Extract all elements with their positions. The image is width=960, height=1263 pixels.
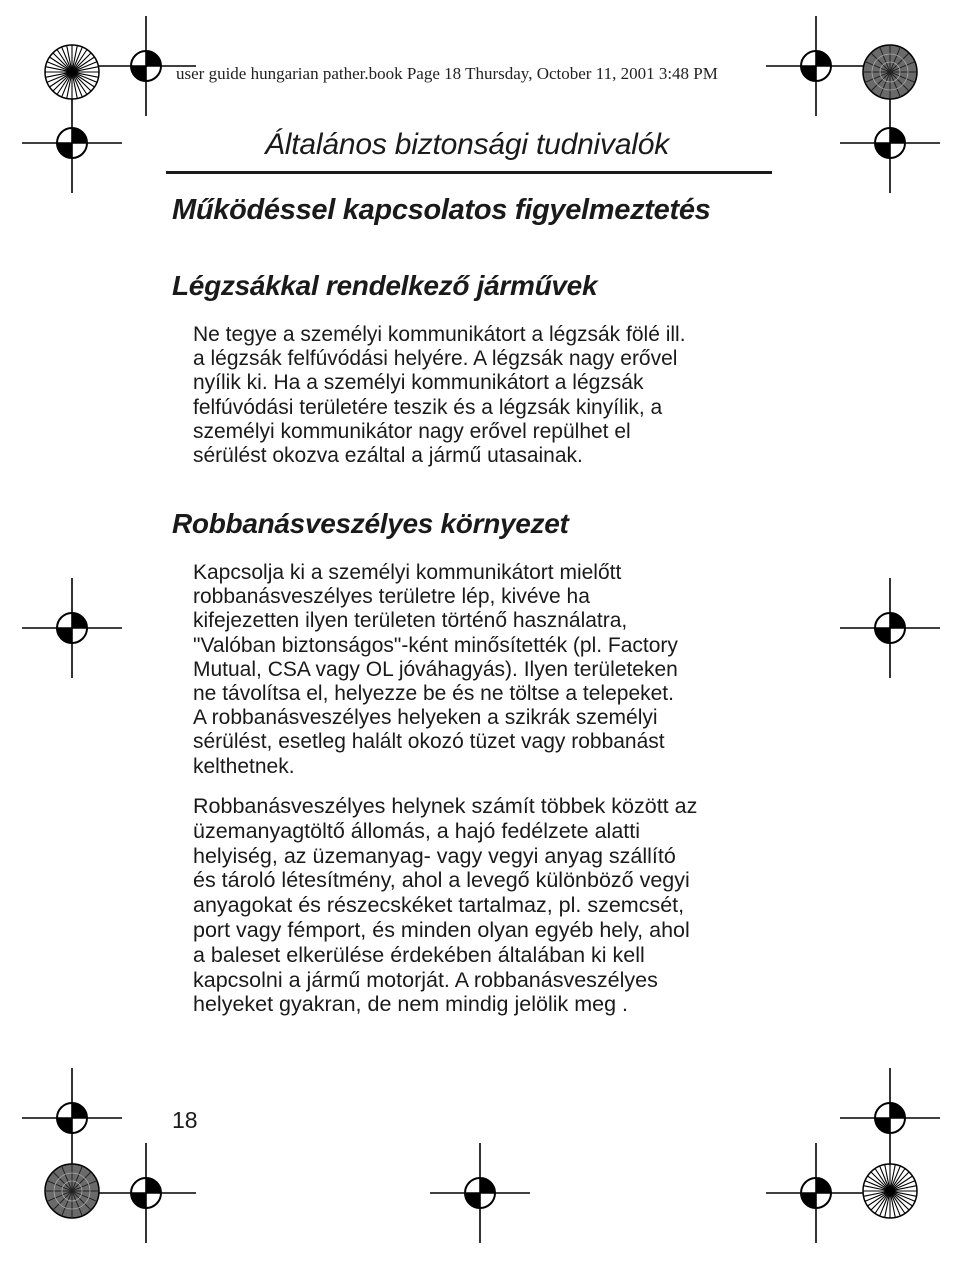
registration-crosshair-icon [840,578,940,678]
text-line: Robbanásveszélyes helynek számít többek között az [193,794,698,818]
text-line: Ne tegye a személyi kommunikátort a légzsák fölé ill. [193,323,686,346]
text-line: Kapcsolja ki a személyi kommunikátort mielőtt [193,561,622,584]
text-line: és tároló létesítmény, ahol a levegő különböző vegyi [193,868,690,893]
text-line: robbanásveszélyes területre lép, kivéve ha [193,585,590,609]
registration-crosshair-icon [430,1143,530,1243]
text-line: felfúvódási területére teszik és a légzsák kinyílik, a [193,395,663,419]
starburst-target-icon [840,22,940,122]
text-line: "Valóban biztonságos"-ként minősítették (pl. Factory [193,633,678,657]
subsection-heading-airbag: Légzsákkal rendelkező járművek [172,270,598,301]
page-number: 18 [172,1107,198,1133]
text-line: személyi kommunikátor nagy erővel repülhet el [193,419,631,443]
text-line: kelthetnek. [193,754,295,778]
starburst-target-icon [22,1141,122,1241]
text-line: nyílik ki. Ha a személyi kommunikátort a légzsák [193,371,644,395]
text-line: anyagokat és részecskéket tartalmaz, pl. szemcsét, [193,893,685,918]
section-title: Működéssel kapcsolatos figyelmeztetés [172,194,711,226]
print-slug: user guide hungarian pather.book Page 18 Thursday, October 11, 2001 3:48 PM [176,64,718,83]
subsection-heading-explosive: Robbanásveszélyes környezet [172,508,569,539]
text-line: a baleset elkerülése érdekében általában ki kell [193,942,645,967]
text-line: sérülést okozva ezáltal a jármű utasainak. [193,444,583,468]
paragraph-explosive-2 [193,794,697,1017]
title-rule [166,171,772,174]
text-line: A robbanásveszélyes helyeken a szikrák személyi [193,706,658,730]
text-line: sérülést, esetleg halált okozó tüzet vagy robbanást [193,730,665,754]
paragraph-explosive-1 [193,561,678,779]
starburst-target-icon [840,1141,940,1241]
text-line: üzemanyagtöltő állomás, a hajó fedélzete alatti [193,818,640,843]
text-line: Mutual, CSA vagy OL jóváhagyás). Ilyen területeken [193,657,678,681]
paragraph-airbag [193,323,686,468]
registration-crosshair-icon [22,578,122,678]
text-line: kapcsolni a jármű motorját. A robbanásveszélyes [193,967,658,992]
page-title: Általános biztonsági tudnivalók [265,128,670,161]
starburst-target-icon [22,22,122,122]
text-line: ne távolítsa el, helyezze be és ne töltse a telepeket. [193,682,674,706]
text-line: helyiség, az üzemanyag- vagy vegyi anyag szállító [193,843,676,868]
text-line: a légzsák felfúvódási helyére. A légzsák nagy erővel [193,347,678,371]
text-line: helyeket gyakran, de nem mindig jelölik meg . [193,992,628,1017]
text-line: port vagy fémport, és minden olyan egyéb hely, ahol [193,917,690,942]
text-line: kifejezetten ilyen területen történő használatra, [193,609,628,633]
